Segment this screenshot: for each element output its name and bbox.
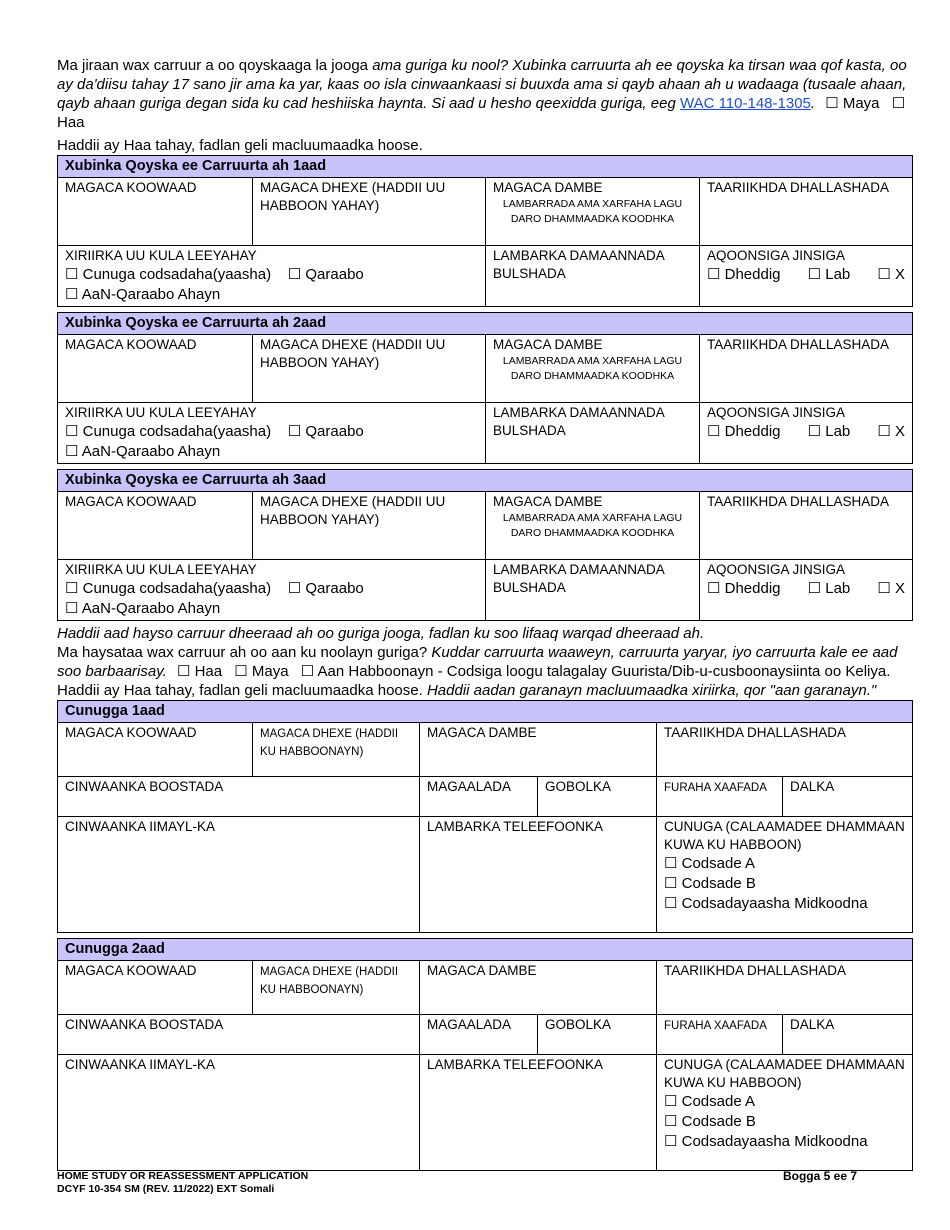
children-outside-home <box>57 700 912 1171</box>
page-number: Bogga 5 ee 7 <box>782 1169 857 1183</box>
child-zip-field[interactable]: FURAHA XAAFADA <box>657 1015 783 1055</box>
relationship-relative-checkbox[interactable]: ☐ Qaraabo <box>287 266 364 283</box>
member-table <box>57 469 913 621</box>
relationship-relative-checkbox[interactable]: ☐ Qaraabo <box>287 580 364 597</box>
relationship-field: XIRIIRKA UU KULA LEEYAHAY ☐ Cunuga codsadaha(yaasha) ☐ Qaraabo ☐ AaN-Qaraabo Ahayn <box>58 560 486 621</box>
applicant-a-checkbox[interactable]: ☐ Codsade A <box>664 1093 756 1110</box>
member-table <box>57 312 913 464</box>
middle-name-field[interactable]: MAGACA DHEXE (HADDII UU HABBOON YAHAY) <box>253 178 486 246</box>
child-table <box>57 938 913 1171</box>
ssn-field[interactable]: LAMBARKA DAMAANNADA BULSHADA <box>486 403 700 464</box>
child-last-name-field[interactable]: MAGACA KOOWAAD <box>58 961 253 1015</box>
dob-field[interactable]: TAARIIKHDA DHALLASHADA <box>700 335 913 403</box>
footer-title: HOME STUDY OR REASSESSMENT APPLICATION <box>57 1170 309 1182</box>
last-name-field[interactable]: MAGACA KOOWAAD <box>58 335 253 403</box>
last-name-field[interactable]: MAGACA KOOWAAD <box>58 492 253 560</box>
wac-link[interactable]: WAC 110-148-1305 <box>679 95 811 112</box>
maya-checkbox[interactable]: ☐ Maya <box>825 95 880 112</box>
household-members <box>57 155 912 621</box>
middle-name-field[interactable]: MAGACA DHEXE (HADDII UU HABBOON YAHAY) <box>253 335 486 403</box>
relationship-nonrelative-checkbox[interactable]: ☐ AaN-Qaraabo Ahayn <box>65 443 221 460</box>
child-county-field[interactable]: GOBOLKA <box>538 777 657 817</box>
if-yes-instruction: Haddii ay Haa tahay, fadlan geli macluumaadka hoose. <box>57 137 423 154</box>
first-name-field[interactable]: MAGACA DAMBE LAMBARRADA AMA XARFAHA LAGU DARO DHAMMAADKA KOODHKA <box>486 335 700 403</box>
relationship-child-checkbox[interactable]: ☐ Cunuga codsadaha(yaasha) <box>65 580 272 597</box>
applicant-a-checkbox[interactable]: ☐ Codsade A <box>664 855 756 872</box>
gender-male-checkbox[interactable]: ☐ Lab <box>807 423 851 440</box>
child-phone-field[interactable]: LAMBARKA TELEEFOONKA <box>420 1055 657 1171</box>
dob-field[interactable]: TAARIIKHDA DHALLASHADA <box>700 178 913 246</box>
member-table <box>57 155 913 307</box>
more-children-note: Haddii aad hayso carruur dheeraad ah oo guriga jooga, fadlan ku soo lifaaq warqad dheeraad ah. <box>57 625 705 642</box>
child-dob-field[interactable]: TAARIIKHDA DHALLASHADA <box>657 961 913 1015</box>
intro-question <box>57 56 912 132</box>
gender-female-checkbox[interactable]: ☐ Dheddig <box>707 580 781 597</box>
child-address-field[interactable]: CINWAANKA BOOSTADA <box>58 777 420 817</box>
child-county-field[interactable]: GOBOLKA <box>538 1015 657 1055</box>
neither-applicant-checkbox[interactable]: ☐ Codsadayaasha Midkoodna <box>664 895 868 912</box>
dob-field[interactable]: TAARIIKHDA DHALLASHADA <box>700 492 913 560</box>
child-country-field[interactable]: DALKA <box>783 1015 913 1055</box>
relationship-field: XIRIIRKA UU KULA LEEYAHAY ☐ Cunuga codsadaha(yaasha) ☐ Qaraabo ☐ AaN-Qaraabo Ahayn <box>58 246 486 307</box>
gender-female-checkbox[interactable]: ☐ Dheddig <box>707 423 781 440</box>
middle-name-field[interactable]: MAGACA DHEXE (HADDII UU HABBOON YAHAY) <box>253 492 486 560</box>
first-name-field[interactable]: MAGACA DAMBE LAMBARRADA AMA XARFAHA LAGU DARO DHAMMAADKA KOODHKA <box>486 492 700 560</box>
footer-form-number: DCYF 10-354 SM (REV. 11/2022) EXT Somali <box>57 1183 275 1195</box>
maya-checkbox-2[interactable]: ☐ Maya <box>234 663 289 680</box>
gender-field: AQOONSIGA JINSIGA ☐ Dheddig ☐ Lab ☐ X <box>700 403 913 464</box>
ssn-field[interactable]: LAMBARKA DAMAANNADA BULSHADA <box>486 246 700 307</box>
child-email-field[interactable]: CINWAANKA IIMAYL-KA <box>58 1055 420 1171</box>
relationship-field: XIRIIRKA UU KULA LEEYAHAY ☐ Cunuga codsadaha(yaasha) ☐ Qaraabo ☐ AaN-Qaraabo Ahayn <box>58 403 486 464</box>
member-header: Xubinka Qoyska ee Carruurta ah 1aad <box>58 156 913 178</box>
relationship-relative-checkbox[interactable]: ☐ Qaraabo <box>287 423 364 440</box>
relationship-child-checkbox[interactable]: ☐ Cunuga codsadaha(yaasha) <box>65 266 272 283</box>
child-zip-field[interactable]: FURAHA XAAFADA <box>657 777 783 817</box>
first-name-field[interactable]: MAGACA DAMBE LAMBARRADA AMA XARFAHA LAGU DARO DHAMMAADKA KOODHKA <box>486 178 700 246</box>
footer <box>57 1170 857 1196</box>
intro-text: Ma jiraan wax carruur a oo qoyskaaga la jooga <box>57 57 373 74</box>
gender-field: AQOONSIGA JINSIGA ☐ Dheddig ☐ Lab ☐ X <box>700 560 913 621</box>
neither-applicant-checkbox[interactable]: ☐ Codsadayaasha Midkoodna <box>664 1133 868 1150</box>
child-table <box>57 700 913 933</box>
member-header: Xubinka Qoyska ee Carruurta ah 2aad <box>58 313 913 335</box>
relationship-child-checkbox[interactable]: ☐ Cunuga codsadaha(yaasha) <box>65 423 272 440</box>
child-city-field[interactable]: MAGAALADA <box>420 1015 538 1055</box>
child-address-field[interactable]: CINWAANKA BOOSTADA <box>58 1015 420 1055</box>
intro-period: . <box>810 95 816 112</box>
child-header: Cunugga 1aad <box>58 701 913 723</box>
last-name-field[interactable]: MAGACA KOOWAAD <box>58 178 253 246</box>
child-of-field: CUNUGA (CALAAMADEE DHAMMAAN KUWA KU HABBOON) ☐ Codsade A ☐ Codsade B ☐ Codsadayaasha Midkoodna <box>657 817 913 933</box>
child-header: Cunugga 2aad <box>58 939 913 961</box>
intro-italic-text: ama guriga ku nool? Xubinka carruurta ah ee qoyska ka tirsan waa qof kasta, oo ay da'diisu tahay 17 sano jir ama ka yar, kaas oo isla cinwaankaasi si buuxda ama si qayb ahaan ah u wadaaga (tusaale ahaan, qayb ahaan guriga degan sida ku cad heshiiska haynta. Si aad u hesho qeexidda guriga, eeg <box>57 57 907 112</box>
gender-male-checkbox[interactable]: ☐ Lab <box>807 266 851 283</box>
child-email-field[interactable]: CINWAANKA IIMAYL-KA <box>58 817 420 933</box>
member-header: Xubinka Qoyska ee Carruurta ah 3aad <box>58 470 913 492</box>
child-dob-field[interactable]: TAARIIKHDA DHALLASHADA <box>657 723 913 777</box>
relationship-nonrelative-checkbox[interactable]: ☐ AaN-Qaraabo Ahayn <box>65 600 221 617</box>
na-checkbox[interactable]: ☐ Aan Habboonayn - Codsiga loogu talagalay Guurista/Dib-u-cusboonaysiinta oo Keliya. <box>300 663 891 680</box>
child-last-name-field[interactable]: MAGACA KOOWAAD <box>58 723 253 777</box>
gender-x-checkbox[interactable]: ☐ X <box>877 423 906 440</box>
child-middle-name-field[interactable]: MAGACA DHEXE (HADDII KU HABBOONAYN) <box>253 723 420 777</box>
child-phone-field[interactable]: LAMBARKA TELEEFOONKA <box>420 817 657 933</box>
child-first-name-field[interactable]: MAGACA DAMBE <box>420 723 657 777</box>
haa-checkbox-2[interactable]: ☐ Haa <box>176 663 223 680</box>
gender-male-checkbox[interactable]: ☐ Lab <box>807 580 851 597</box>
ssn-field[interactable]: LAMBARKA DAMAANNADA BULSHADA <box>486 560 700 621</box>
child-of-field: CUNUGA (CALAAMADEE DHAMMAAN KUWA KU HABBOON) ☐ Codsade A ☐ Codsade B ☐ Codsadayaasha Midkoodna <box>657 1055 913 1171</box>
gender-x-checkbox[interactable]: ☐ X <box>877 580 906 597</box>
child-first-name-field[interactable]: MAGACA DAMBE <box>420 961 657 1015</box>
applicant-b-checkbox[interactable]: ☐ Codsade B <box>664 875 756 892</box>
gender-female-checkbox[interactable]: ☐ Dheddig <box>707 266 781 283</box>
children-outside-question: Ma haysataa wax carruur ah oo aan ku noolayn guriga? Kuddar carruurta waaweyn, carruurta yaryar, iyo carruurta kale ee aad soo barbaarisay. ☐ Haa ☐ Maya ☐ Aan Habboonayn - Codsiga loogu talagalay Guurista/Dib-u-cusboonaysiinta oo Keliya. <box>57 644 898 680</box>
haa-checkbox[interactable]: ☐ Haa <box>57 95 906 131</box>
child-middle-name-field[interactable]: MAGACA DHEXE (HADDII KU HABBOONAYN) <box>253 961 420 1015</box>
gender-field: AQOONSIGA JINSIGA ☐ Dheddig ☐ Lab ☐ X <box>700 246 913 307</box>
if-yes-instruction-2: Haddii ay Haa tahay, fadlan geli macluumaadka hoose. Haddii aadan garanayn macluumaadka xiriirka, qor "aan garanayn." <box>57 682 877 699</box>
child-city-field[interactable]: MAGAALADA <box>420 777 538 817</box>
child-country-field[interactable]: DALKA <box>783 777 913 817</box>
applicant-b-checkbox[interactable]: ☐ Codsade B <box>664 1113 756 1130</box>
relationship-nonrelative-checkbox[interactable]: ☐ AaN-Qaraabo Ahayn <box>65 286 221 303</box>
gender-x-checkbox[interactable]: ☐ X <box>877 266 906 283</box>
form-page <box>57 56 912 1171</box>
